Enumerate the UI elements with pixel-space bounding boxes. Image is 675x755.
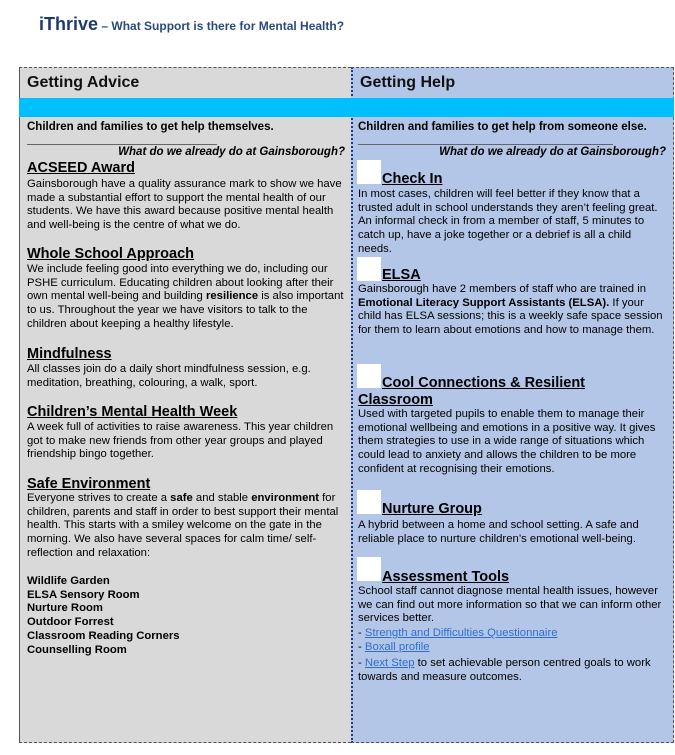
- check-in-text: In most cases, children will feel better if they know that a trusted adult in school understands they aren’t feeling great. An informal check in from a member of staff, 5 minutes to catch up, have a joke together or a debrief is all a child needs.: [358, 188, 658, 255]
- list-item: Nurture Room: [27, 602, 103, 615]
- mh-week-heading: Children’s Mental Health Week: [27, 404, 238, 420]
- right-intro: Children and families to get help from someone else.: [358, 121, 647, 133]
- elsa-heading: ELSA: [382, 267, 421, 283]
- sdq-link[interactable]: Strength and Difficulties Questionnaire: [364, 627, 558, 639]
- nurture-heading: Nurture Group: [382, 501, 482, 517]
- brand-title: iThrive: [39, 14, 99, 34]
- left-intro: Children and families to get help themselves.: [27, 121, 274, 133]
- cool-connections-text: Used with targeted pupils to enable them to manage their emotional wellbeing and emotions in a positive way. It gives them strategies to use in a wide range of situations which could lead to anxiety and allows the children to be more confident at recognising their emotions.: [358, 408, 656, 475]
- mindfulness-heading: Mindfulness: [27, 346, 112, 362]
- list-item: Classroom Reading Corners: [27, 629, 180, 642]
- assessment-links: - Strength and Difficulties Questionnaire - Boxall profile - Next Step to set achievable person centred goals to work towards and measure outcomes.: [358, 627, 651, 684]
- page-subtitle: – What Support is there for Mental Health?: [98, 19, 345, 33]
- left-rule: [27, 144, 217, 145]
- safe-env-heading: Safe Environment: [27, 476, 151, 492]
- acseed-text: Gainsborough have a quality assurance mark to show we have made a substantial effort to support the mental health of our students. We have this award because positive mental health and well-being is the centre of what we do.: [27, 178, 342, 232]
- safe-env-text: Everyone strives to create a safe and stable environment for children, parents and staff in order to best support their mental health. This starts with a smiley welcome on the gate in the morning. We also have several spaces for calm time/ self-reflection and relaxation:: [27, 492, 339, 559]
- nurture-text: A hybrid between a home and school setting. A safe and reliable place to nurture children’s emotional well-being.: [358, 519, 639, 545]
- list-item: ELSA Sensory Room: [27, 588, 140, 601]
- getting-advice-title: Getting Advice: [27, 74, 140, 91]
- divider-bar: [19, 98, 674, 117]
- right-question: What do we already do at Gainsborough?: [439, 146, 666, 158]
- check-in-heading: Check In: [382, 171, 443, 187]
- page-header: [39, 14, 344, 35]
- whole-school-text: We include feeling good into everything we do, including our PSHE curriculum. Educating children about looking after their own mental well-being and building resilience is also important to us. Throughout the year we have visitors to talk to the children about keeping a healthy lifestyle.: [27, 263, 344, 330]
- whole-school-heading: Whole School Approach: [27, 246, 195, 262]
- assessment-checkbox: [357, 557, 381, 581]
- calm-spaces-list: [27, 575, 327, 657]
- next-step-link[interactable]: Next Step: [364, 657, 415, 670]
- cool-connections-heading-1: Cool Connections & Resilient: [382, 375, 586, 391]
- assessment-text: School staff cannot diagnose mental health issues, however we can find out more information so that we can inform other services better.: [358, 585, 662, 625]
- acseed-heading: ACSEED Award: [27, 160, 135, 176]
- assessment-heading: Assessment Tools: [382, 569, 510, 585]
- elsa-checkbox: [357, 257, 381, 281]
- elsa-text: Gainsborough have 2 members of staff who are trained in Emotional Literacy Support Assistants (ELSA). If your child has ELSA sessions; this is a weekly safe space session for them to learn about emotions and how to manage them.: [358, 283, 663, 337]
- list-item: Wildlife Garden: [27, 575, 110, 587]
- getting-help-title: Getting Help: [360, 74, 456, 91]
- cool-connections-checkbox: [357, 364, 381, 388]
- mindfulness-text: All classes join do a daily short mindfulness session, e.g. meditation, breathing, colouring, a walk, sport.: [27, 363, 311, 389]
- list-item: Outdoor Forrest: [27, 616, 114, 629]
- left-question: What do we already do at Gainsborough?: [118, 146, 345, 158]
- cool-connections-heading-2: Classroom: [358, 392, 433, 408]
- right-rule: [358, 144, 613, 145]
- mh-week-text: A week full of activities to raise awareness. This year children got to make new friends from other year groups and played friendship bingo together.: [27, 421, 334, 461]
- nurture-checkbox: [357, 490, 381, 514]
- list-item: Counselling Room: [27, 643, 127, 656]
- boxall-link[interactable]: Boxall profile: [364, 640, 430, 653]
- check-in-checkbox: [357, 160, 381, 184]
